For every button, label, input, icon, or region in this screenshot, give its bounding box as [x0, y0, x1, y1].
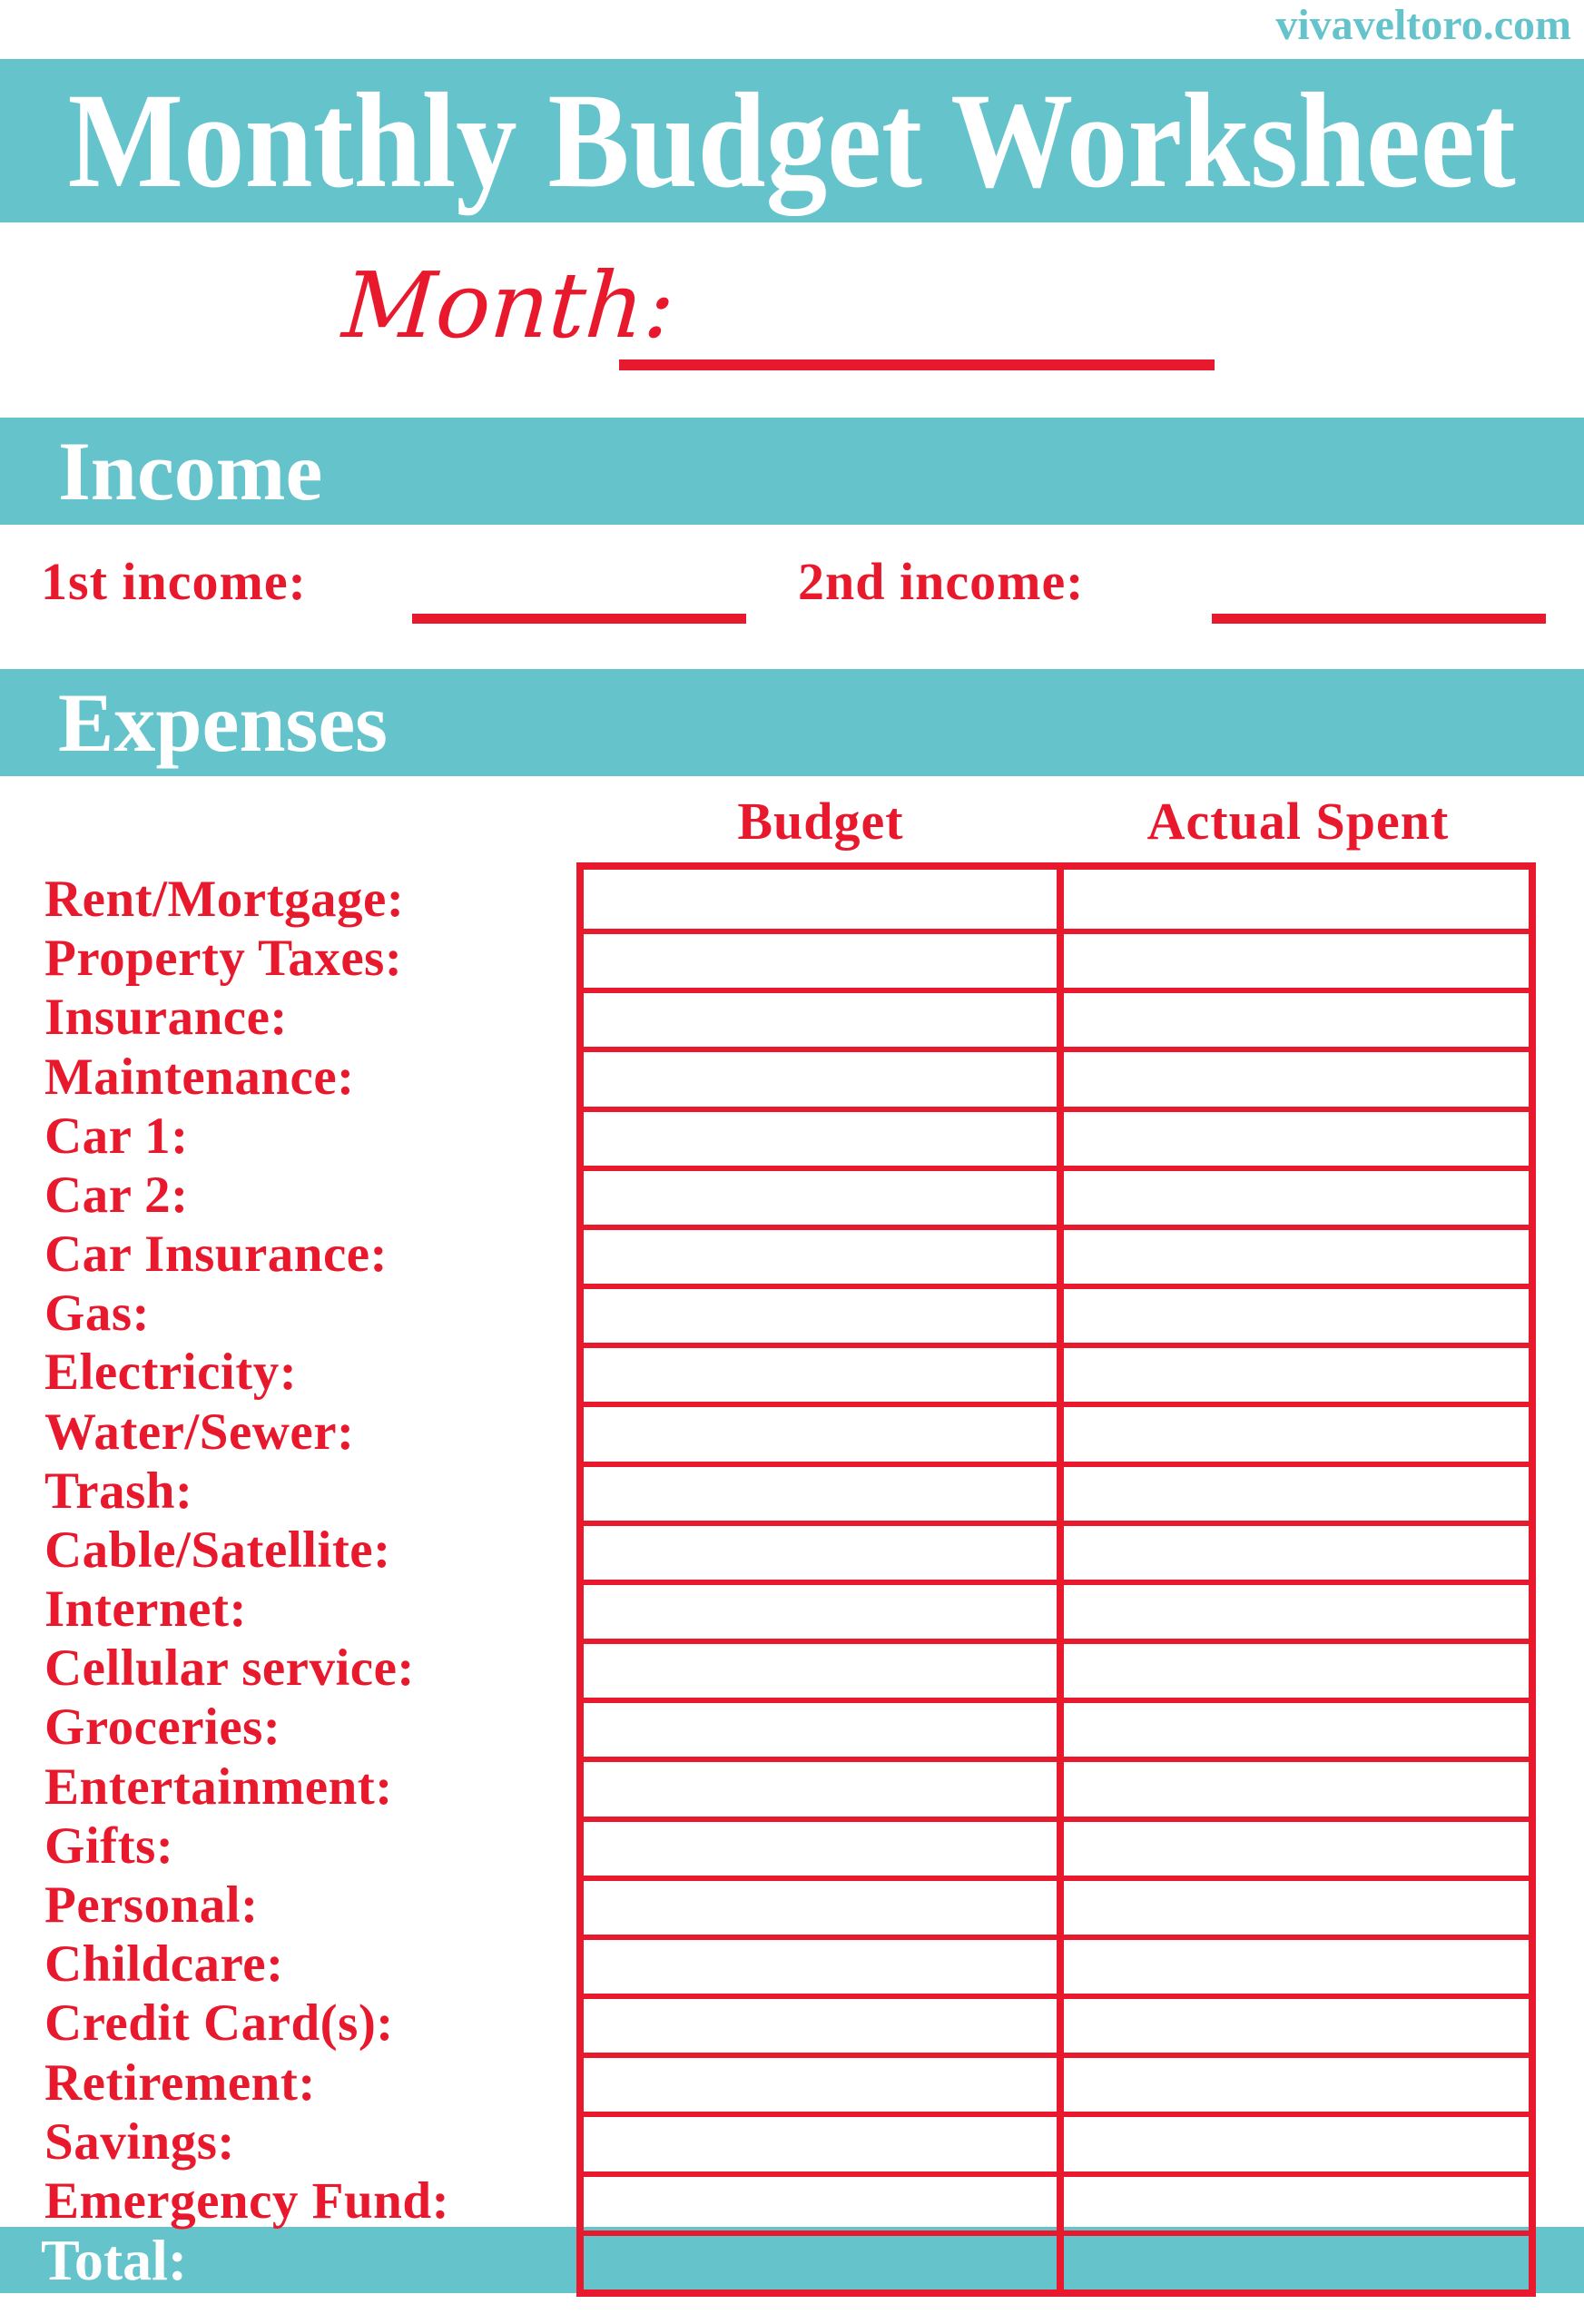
expense-label: Trash: — [44, 1462, 193, 1520]
title-banner — [0, 59, 1584, 222]
expense-label: Car 1: — [44, 1107, 189, 1165]
actual-spent-cell[interactable] — [1057, 1047, 1530, 1106]
budget-cell[interactable] — [584, 1580, 1057, 1639]
actual-spent-cell[interactable] — [1057, 1639, 1530, 1698]
actual-spent-cell[interactable] — [1057, 1402, 1530, 1461]
expense-label: Electricity: — [44, 1344, 298, 1402]
budget-cell[interactable] — [584, 1817, 1057, 1876]
budget-cell[interactable] — [584, 2230, 1057, 2290]
budget-cell[interactable] — [584, 1757, 1057, 1816]
budget-cell[interactable] — [584, 1935, 1057, 1994]
expense-label: Gas: — [44, 1285, 150, 1343]
budget-cell[interactable] — [584, 2112, 1057, 2171]
budget-cell[interactable] — [584, 1166, 1057, 1225]
income-banner — [0, 418, 1584, 525]
expenses-heading: Expenses — [58, 676, 388, 769]
expense-label: Maintenance: — [44, 1048, 355, 1106]
first-income-input-line[interactable] — [412, 614, 746, 624]
income-heading: Income — [58, 425, 323, 517]
actual-spent-cell[interactable] — [1057, 1935, 1530, 1994]
actual-spent-cell[interactable] — [1057, 929, 1530, 988]
budget-cell[interactable] — [584, 1047, 1057, 1106]
expense-label: Credit Card(s): — [44, 1994, 394, 2053]
expense-label: Car Insurance: — [44, 1226, 389, 1284]
expense-label: Car 2: — [44, 1166, 189, 1224]
page-title: Monthly Budget Worksheet — [67, 65, 1517, 216]
month-input-line[interactable] — [619, 359, 1215, 370]
budget-cell[interactable] — [584, 1462, 1057, 1521]
expense-label: Property Taxes: — [44, 930, 403, 988]
expense-label: Emergency Fund: — [44, 2171, 450, 2230]
site-credit: vivaveltoro.com — [1275, 1, 1571, 49]
budget-cell[interactable] — [584, 1225, 1057, 1284]
expense-label: Gifts: — [44, 1817, 174, 1875]
second-income-label: 2nd income: — [798, 552, 1085, 611]
actual-spent-cell[interactable] — [1057, 1343, 1530, 1402]
expense-label: Cellular service: — [44, 1640, 415, 1698]
expense-label: Internet: — [44, 1581, 247, 1639]
budget-cell[interactable] — [584, 1698, 1057, 1757]
budget-cell[interactable] — [584, 1994, 1057, 2053]
budget-cell[interactable] — [584, 1639, 1057, 1698]
first-income-label: 1st income: — [41, 552, 307, 611]
budget-cell[interactable] — [584, 1343, 1057, 1402]
actual-spent-cell[interactable] — [1057, 1225, 1530, 1284]
second-income-input-line[interactable] — [1212, 614, 1546, 624]
actual-spent-cell[interactable] — [1057, 1817, 1530, 1876]
actual-spent-cell[interactable] — [1057, 2171, 1530, 2230]
budget-cell[interactable] — [584, 2171, 1057, 2230]
expense-label: Water/Sewer: — [44, 1403, 355, 1461]
expense-label: Childcare: — [44, 1935, 284, 1994]
budget-cell[interactable] — [584, 1284, 1057, 1343]
actual-spent-cell[interactable] — [1057, 1462, 1530, 1521]
month-label: Month: — [339, 252, 679, 359]
budget-cell[interactable] — [584, 2053, 1057, 2112]
actual-spent-cell[interactable] — [1057, 2112, 1530, 2171]
actual-spent-cell[interactable] — [1057, 1757, 1530, 1816]
expense-label: Personal: — [44, 1876, 259, 1934]
expense-labels-column — [44, 870, 576, 2230]
budget-cell[interactable] — [584, 870, 1057, 929]
actual-spent-cell[interactable] — [1057, 1521, 1530, 1580]
expenses-banner — [0, 669, 1584, 776]
expense-label: Entertainment: — [44, 1758, 393, 1816]
expense-label: Groceries: — [44, 1699, 281, 1757]
actual-spent-cell[interactable] — [1057, 870, 1530, 929]
actual-spent-cell[interactable] — [1057, 2230, 1530, 2290]
actual-spent-cell[interactable] — [1057, 1284, 1530, 1343]
expense-label: Insurance: — [44, 989, 288, 1047]
actual-spent-column-header: Actual Spent — [1146, 792, 1450, 851]
actual-spent-cell[interactable] — [1057, 2053, 1530, 2112]
expense-label: Retirement: — [44, 2053, 316, 2112]
expense-label: Cable/Satellite: — [44, 1521, 391, 1579]
expense-label: Savings: — [44, 2112, 235, 2171]
budget-cell[interactable] — [584, 1107, 1057, 1166]
actual-spent-cell[interactable] — [1057, 1698, 1530, 1757]
actual-spent-cell[interactable] — [1057, 1994, 1530, 2053]
budget-cell[interactable] — [584, 1876, 1057, 1935]
expense-label: Rent/Mortgage: — [44, 871, 405, 929]
expense-table — [576, 862, 1536, 2297]
budget-cell[interactable] — [584, 1402, 1057, 1461]
actual-spent-cell[interactable] — [1057, 1107, 1530, 1166]
budget-cell[interactable] — [584, 988, 1057, 1047]
budget-column-header: Budget — [737, 792, 904, 851]
total-label: Total: — [41, 2227, 188, 2292]
actual-spent-cell[interactable] — [1057, 1876, 1530, 1935]
budget-cell[interactable] — [584, 1521, 1057, 1580]
actual-spent-cell[interactable] — [1057, 988, 1530, 1047]
actual-spent-cell[interactable] — [1057, 1580, 1530, 1639]
budget-cell[interactable] — [584, 929, 1057, 988]
actual-spent-cell[interactable] — [1057, 1166, 1530, 1225]
